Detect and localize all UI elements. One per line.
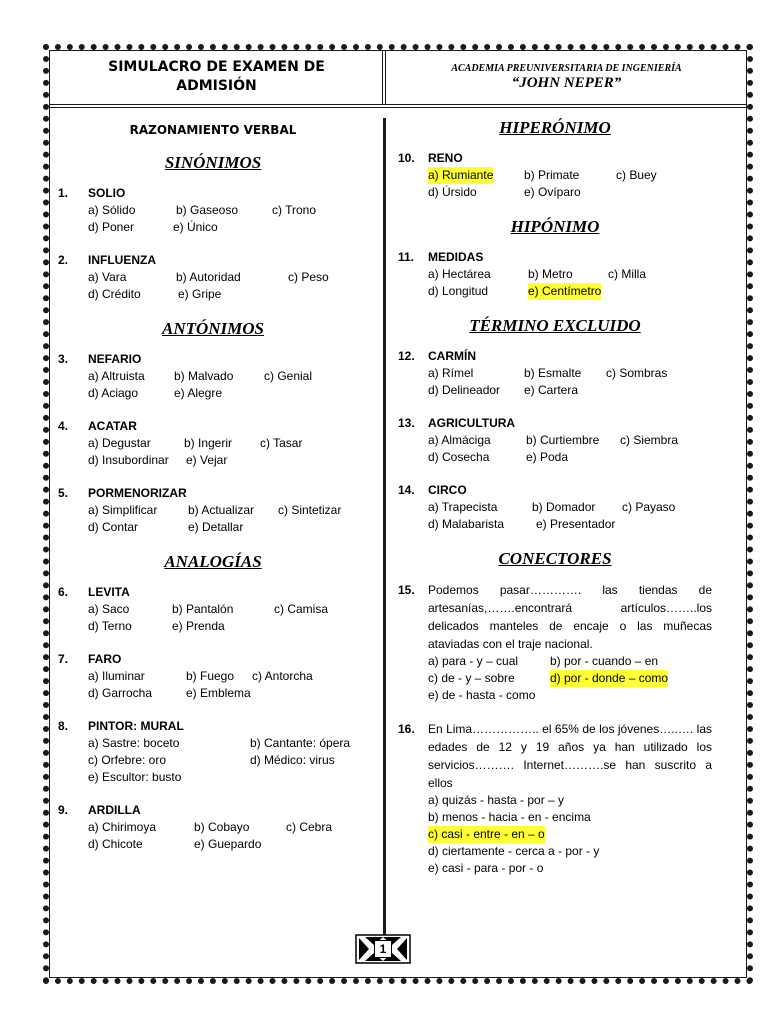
option-b: b) menos - hacia - en - encima	[428, 810, 591, 824]
option-b: b) Fuego	[186, 669, 235, 683]
option-d: d) Delineador	[428, 383, 501, 397]
option-d: d) Poner	[88, 220, 135, 234]
option-e: e) Ovíparo	[524, 185, 581, 199]
question-4	[58, 418, 368, 469]
option-a: a) Vara	[88, 270, 127, 284]
option-d: d) ciertamente - cerca a - por - y	[428, 844, 600, 858]
question-number: 13.	[398, 416, 415, 430]
option-d: d) Crédito	[88, 287, 141, 301]
option-e: e) Detallar	[188, 520, 244, 534]
section-conectores: CONECTORES	[498, 549, 612, 568]
option-a: a) Sastre: boceto	[88, 736, 180, 750]
question-word: ARDILLA	[88, 803, 141, 817]
option-e: e) Guepardo	[194, 837, 262, 851]
option-c: c) Orfebre: oro	[88, 753, 167, 767]
option-d: d) Contar	[88, 520, 139, 534]
option-d: d) Longitud	[428, 284, 489, 298]
section-termino-excluido: TÉRMINO EXCLUIDO	[469, 316, 641, 335]
option-a: a) para - y – cual	[428, 654, 519, 668]
option-a: a) Degustar	[88, 436, 151, 450]
option-a: a) quizás - hasta - por – y	[428, 793, 565, 807]
question-5	[58, 485, 368, 536]
exam-title-line1: SIMULACRO DE EXAMEN DE	[108, 59, 325, 75]
question-7	[58, 651, 368, 702]
option-c: c) Antorcha	[252, 669, 313, 683]
option-a: a) Trapecista	[428, 500, 498, 514]
option-d: d) Malabarista	[428, 517, 505, 531]
option-d: d) Cosecha	[428, 450, 490, 464]
section-hiponimo: HIPÓNIMO	[510, 217, 600, 236]
option-a: a) Altruista	[88, 369, 145, 383]
academy-name: “JOHN NEPER”	[511, 74, 622, 91]
option-b: b) Domador	[532, 500, 596, 514]
question-number: 8.	[58, 719, 69, 733]
option-c: c) Genial	[264, 369, 313, 383]
question-6	[58, 584, 368, 635]
option-c: c) Payaso	[622, 500, 676, 514]
question-word: CARMÍN	[428, 349, 476, 363]
option-a: a) Simplificar	[88, 503, 158, 517]
question-11	[398, 249, 712, 300]
subject-title: RAZONAMIENTO VERBAL	[129, 123, 297, 137]
academy-label: ACADEMIA PREUNIVERSITARIA DE INGENIERÍA	[451, 62, 682, 74]
question-word: INFLUENZA	[88, 253, 156, 267]
option-e: e) Vejar	[186, 453, 228, 467]
option-b: b) Metro	[528, 267, 573, 281]
option-b: b) por - cuando – en	[550, 654, 659, 668]
option-e: e) Cartera	[524, 383, 579, 397]
question-number: 6.	[58, 585, 69, 599]
option-b: b) Actualizar	[188, 503, 255, 517]
option-d: d) Aciago	[88, 386, 139, 400]
question-16	[398, 720, 712, 877]
question-word: ACATAR	[88, 419, 137, 433]
question-number: 1.	[58, 186, 69, 200]
question-word: SOLIO	[88, 186, 126, 200]
question-number: 16.	[398, 722, 415, 736]
question-number: 4.	[58, 419, 69, 433]
option-b: b) Pantalón	[172, 602, 234, 616]
column-divider	[383, 118, 386, 936]
question-2	[58, 252, 368, 303]
question-15	[398, 581, 712, 704]
option-c: c) Siembra	[620, 433, 679, 447]
option-c: c) de - y – sobre	[428, 671, 515, 685]
option-a: a) Hectárea	[428, 267, 491, 281]
option-b: b) Autoridad	[176, 270, 241, 284]
option-b: b) Cobayo	[194, 820, 250, 834]
right-column	[398, 118, 712, 893]
option-b: b) Curtiembre	[526, 433, 600, 447]
page-number: 1	[374, 940, 392, 958]
option-e: e) casi - para - por - o	[428, 861, 544, 875]
option-d: d) Médico: virus	[250, 753, 335, 767]
question-number: 12.	[398, 349, 415, 363]
question-13	[398, 415, 712, 466]
option-b: b) Cantante: ópera	[250, 736, 351, 750]
question-word: LEVITA	[88, 585, 130, 599]
question-number: 11.	[398, 250, 415, 264]
question-12	[398, 348, 712, 399]
question-number: 10.	[398, 151, 415, 165]
option-b: b) Ingerir	[184, 436, 233, 450]
option-d: d) Chicote	[88, 837, 143, 851]
question-text: En Lima…………….. el 65% de los jóvenes…..…. las edades de 12 y 19 años ya han utilizado los servicios………. Internet……….se han suscrito a ellos	[428, 722, 712, 790]
option-e: e) Alegre	[174, 386, 223, 400]
question-word: MEDIDAS	[428, 250, 484, 264]
option-e: e) de - hasta - como	[428, 688, 536, 702]
section-hiperonimo: HIPERÓNIMO	[499, 118, 611, 137]
question-number: 14.	[398, 483, 415, 497]
option-a-answer: a) Rumiante	[428, 168, 494, 182]
academy-block	[386, 50, 747, 104]
option-c: c) Sintetizar	[278, 503, 342, 517]
option-e: e) Presentador	[536, 517, 616, 531]
section-analogias: ANALOGÍAS	[164, 552, 262, 571]
question-word: NEFARIO	[88, 352, 142, 366]
question-number: 15.	[398, 583, 415, 597]
option-a: a) Almáciga	[428, 433, 491, 447]
option-c: c) Camisa	[274, 602, 329, 616]
option-e: e) Gripe	[178, 287, 222, 301]
option-e: e) Único	[173, 220, 218, 234]
option-a: a) Saco	[88, 602, 130, 616]
question-text: Podemos pasar…………. las tiendas de artesanías,…….encontrará artículos……..los delicados manteles de encaje o las muñecas ataviadas con el traje nacional.	[428, 583, 712, 651]
question-3	[58, 351, 368, 402]
option-e: e) Emblema	[186, 686, 251, 700]
option-a: a) Sólido	[88, 203, 136, 217]
question-8	[58, 718, 368, 786]
section-antonimos: ANTÓNIMOS	[161, 319, 265, 338]
question-number: 9.	[58, 803, 69, 817]
question-10	[398, 150, 712, 201]
option-c: c) Peso	[288, 270, 329, 284]
question-word: RENO	[428, 151, 463, 165]
option-a: a) Rímel	[428, 366, 474, 380]
option-e: e) Prenda	[172, 619, 225, 633]
question-word: PORMENORIZAR	[88, 486, 187, 500]
exam-title	[49, 50, 384, 104]
question-number: 5.	[58, 486, 69, 500]
option-b: b) Malvado	[174, 369, 234, 383]
option-a: a) Chirimoya	[88, 820, 157, 834]
option-d: d) Garrocha	[88, 686, 153, 700]
option-a: a) Iluminar	[88, 669, 145, 683]
option-c: c) Trono	[272, 203, 317, 217]
option-b: b) Esmalte	[524, 366, 582, 380]
question-word: FARO	[88, 652, 122, 666]
question-word: CIRCO	[428, 483, 467, 497]
option-d-answer: d) por - donde – como	[550, 671, 669, 685]
option-d: d) Terno	[88, 619, 132, 633]
option-e: e) Escultor: busto	[88, 770, 182, 784]
option-b: b) Primate	[524, 168, 580, 182]
question-1	[58, 185, 368, 236]
option-c: c) Cebra	[286, 820, 333, 834]
left-column	[58, 118, 368, 869]
question-number: 3.	[58, 352, 69, 366]
section-sinonimos: SINÓNIMOS	[164, 153, 262, 172]
question-word: AGRICULTURA	[428, 416, 516, 430]
option-d: d) Insubordinar	[88, 453, 169, 467]
option-c-answer: c) casi - entre - en – o	[428, 827, 545, 841]
question-number: 2.	[58, 253, 69, 267]
exam-header	[49, 50, 747, 108]
option-d: d) Úrsido	[428, 185, 477, 199]
option-b: b) Gaseoso	[176, 203, 239, 217]
question-9	[58, 802, 368, 853]
option-e-answer: e) Centímetro	[528, 284, 602, 298]
option-c: c) Milla	[608, 267, 646, 281]
option-c: c) Tasar	[260, 436, 303, 450]
question-14	[398, 482, 712, 533]
exam-title-line2: ADMISIÓN	[176, 78, 257, 94]
option-e: e) Poda	[526, 450, 569, 464]
option-c: c) Sombras	[606, 366, 668, 380]
option-c: c) Buey	[616, 168, 657, 182]
question-number: 7.	[58, 652, 69, 666]
question-word: PINTOR: MURAL	[88, 719, 184, 733]
